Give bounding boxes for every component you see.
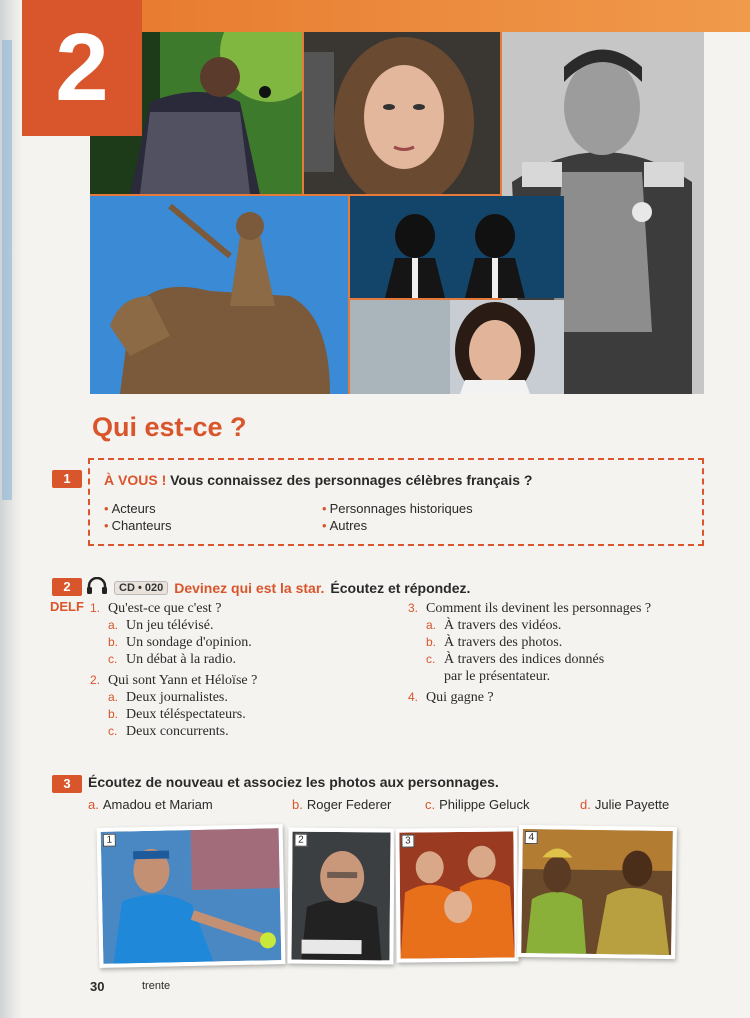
exercise-1-number: 1 xyxy=(52,470,82,488)
question-3: 3. Comment ils devinent les personnages ? xyxy=(408,601,652,616)
photo-joan-statue xyxy=(90,196,348,394)
photo-actress-smiling xyxy=(350,300,564,394)
question-2: 2. Qui sont Yann et Héloïse ? xyxy=(90,673,258,688)
page-number: 30 xyxy=(90,979,105,994)
exercise-1-list-right xyxy=(322,500,473,534)
question-2-answers: a. Deux journalistes. b. Deux téléspectateurs. c. Deux concurrents. xyxy=(108,690,246,739)
delf-label: DELF xyxy=(50,599,84,614)
option-b: b. Roger Federer xyxy=(292,797,392,812)
question-1-answers: a. Un jeu télévisé. b. Un sondage d'opinion. c. Un débat à la radio. xyxy=(108,618,252,667)
exercise-1-heading xyxy=(104,472,532,488)
exercise-2-instruction: Écoutez et répondez. xyxy=(330,579,471,596)
list-item: • Personnages historiques xyxy=(322,501,473,516)
exercise-3-instruction: Écoutez de nouveau et associez les photos aux personnages. xyxy=(88,774,499,790)
questions-right-column xyxy=(408,600,708,706)
questions-left-column xyxy=(90,600,390,740)
exercise-1-box xyxy=(88,458,704,546)
match-photo-1: 1 xyxy=(97,824,286,968)
list-item: • Chanteurs xyxy=(104,518,172,533)
exercise-1-lead: À VOUS ! xyxy=(104,472,167,488)
question-1: 1. Qu'est-ce que c'est ? xyxy=(90,601,222,616)
spine-tab xyxy=(2,40,12,500)
list-item: • Acteurs xyxy=(104,501,156,516)
exercise-2-heading xyxy=(86,577,470,598)
exercise-1-list-left xyxy=(104,500,172,534)
match-photo-2: 2 xyxy=(287,828,394,965)
cd-track-tag: CD • 020 xyxy=(114,581,168,595)
exercise-3-number: 3 xyxy=(52,775,82,793)
option-d: d. Julie Payette xyxy=(580,797,670,812)
page-number-word: trente xyxy=(142,980,171,992)
photo-duo-helmets xyxy=(350,196,564,298)
match-photo-4: 4 xyxy=(517,825,677,959)
option-c: c. Philippe Geluck xyxy=(425,797,530,812)
exercise-2-instruction-orange: Devinez qui est la star. xyxy=(174,579,325,596)
list-item: • Autres xyxy=(322,518,368,533)
exercise-1-question: Vous connaissez des personnages célèbres français ? xyxy=(170,472,533,488)
chapter-number-badge: 2 xyxy=(22,0,142,136)
match-photo-3: 3 xyxy=(395,827,518,962)
exercise-2-number: 2 xyxy=(52,578,82,596)
headphones-icon xyxy=(86,577,108,598)
option-a: a. Amadou et Mariam xyxy=(88,797,213,812)
photo-collage xyxy=(90,32,704,394)
question-4: 4. Qui gagne ? xyxy=(408,690,494,705)
photo-actress-redcarpet xyxy=(304,32,500,194)
page-title: Qui est-ce ? xyxy=(92,412,247,442)
question-3-answers: a. À travers des vidéos. b. À travers des photos. c. À travers des indices donnés par le présentateur. xyxy=(426,618,605,684)
